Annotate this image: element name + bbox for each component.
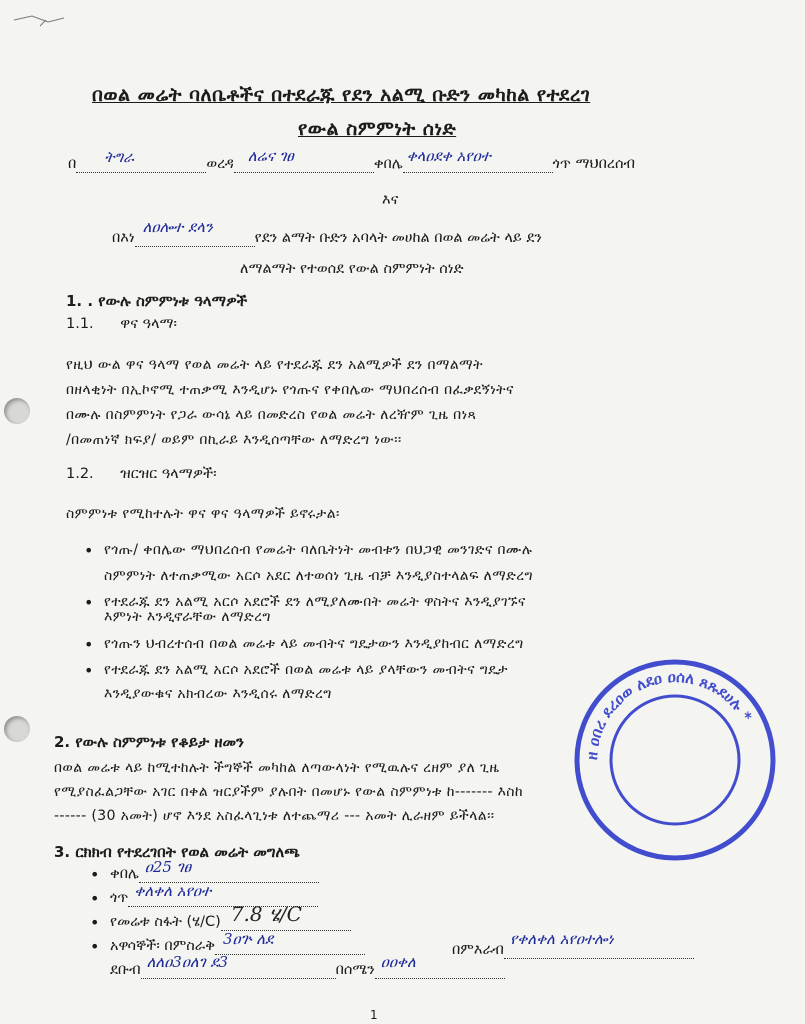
parcel-kebele-field bbox=[139, 858, 319, 883]
objective-bullet: • የጎጡን ህብረተሰብ በወል መሬቱ ላይ መብትና ግዴታውን እንዲያከብር ለማድረግ bbox=[104, 636, 524, 652]
between-value: ለዐሎተ ደላን bbox=[142, 218, 213, 236]
parcel-area-value: 7.8 ሄ/C bbox=[230, 902, 302, 926]
kebele-value: ቀላዐደቀ አየዐተ bbox=[406, 147, 491, 165]
between-rest: የደን ልማት ቡድን አባላት መሀከል በወል መሬት ላይ ደን bbox=[254, 230, 542, 246]
objective-bullet-cont: ስምምነት ለተጠቃሚው አርሶ አደር ለተወሰነ ጊዜ ብቻ እንዲያስተላልፍ ለማድረግ bbox=[104, 568, 534, 584]
between-field bbox=[135, 218, 255, 247]
sub1-title: ዋና ዓላማ፡ bbox=[120, 316, 177, 332]
parcel-area-field bbox=[221, 902, 351, 931]
section1-intro: ስምምነቱ የሚከተሉት ዋና ዋና ዓላማዎች ይኖሩታል፡ bbox=[66, 506, 340, 522]
sub1-number: 1.1. bbox=[66, 316, 94, 332]
section1-para-line-3: በሙሉ በስምምነት የጋራ ውሳኔ ላይ በመድረስ የወል መሬት ለረዥም ጊዜ በነጻ bbox=[66, 407, 477, 423]
between-line bbox=[112, 218, 542, 247]
got-label: ጎጥ ማህበረሰብ bbox=[552, 156, 636, 172]
sub2-number: 1.2. bbox=[66, 466, 94, 482]
south-value: ለለዐ3ዐለገ ደ3 bbox=[146, 953, 229, 971]
between-line2: ለማልማት የተወሰደ የውል ስምምነት ሰነድ bbox=[240, 261, 464, 277]
north-label: በሰሜን bbox=[335, 962, 375, 978]
b-label: በ bbox=[68, 156, 77, 172]
section1-2 bbox=[66, 466, 217, 482]
objective-bullet-cont: እንዲያውቁና አክብረው እንዲሰሩ ለማድረግ bbox=[104, 686, 332, 702]
document-title-line1: በወል መሬት ባለቤቶችና በተደራጁ የደን አልሚ ቡድን መካከል የተደረገ bbox=[92, 84, 591, 106]
parcel-area-label: የመሬቱ ስፋት (ሄ/C) bbox=[110, 914, 221, 930]
east-field bbox=[215, 930, 365, 955]
and-word: እና bbox=[382, 192, 399, 208]
objective-bullet-cont: እምነት እንዲኖራቸው ለማድረግ bbox=[104, 609, 271, 625]
kebele-field bbox=[403, 147, 553, 173]
punch-hole bbox=[4, 398, 30, 424]
official-stamp bbox=[572, 655, 778, 865]
section1-para-line-1: የዚህ ውል ዋና ዓላማ የወል መሬት ላይ የተደራጁ ደን አልሚዎች ደን በማልማት bbox=[66, 357, 484, 373]
north-value: ዐዐቀለ bbox=[380, 953, 416, 971]
parcel-got-value: ቀለቀለ አየዐተ bbox=[134, 882, 212, 900]
parcel-kebele-label: ቀበሌ bbox=[110, 866, 139, 882]
section1-para-line-2: በዘላቂነት በኢኮኖሚ ተጠቃሚ እንዲሆኑ የጎጡና የቀበሌው ማህበረሰብ በፈቃደኝነትና bbox=[66, 382, 514, 398]
section2-line-2: የሚያስፈልጋቸው አገር በቀል ዝርያችም ያሉበት በመሆኑ የውል ስምምነቱ ከ------- እስከ bbox=[54, 784, 524, 800]
section2-line-3: ------ (30 አመት) ሆኖ እንደ አስፈላጊነቱ ለተጨማሪ --- አመት ሊራዘም ይችላል፡፡ bbox=[54, 808, 495, 824]
objective-bullet: • የተደራጁ ደን አልሚ አርሶ አደሮች ደን ለሚያለሙበት መሬት ዋስትና እንዲያገኙና bbox=[104, 594, 526, 610]
section2-heading: 2. የውሉ ስምምነቱ የቆይታ ዘመን bbox=[54, 733, 244, 751]
parcel-area bbox=[110, 902, 351, 931]
east-label: አዋሳኞች፡ በምስራቅ bbox=[110, 938, 215, 954]
objective-bullet: • የተደራጁ ደን አልሚ አርሶ አደሮች በወል መሬቱ ላይ ያላቸውን መብትና ግዴታ bbox=[104, 662, 508, 678]
south-label: ደቡብ bbox=[110, 962, 141, 978]
section1-para-line-4: /በመጠነኛ ክፍያ/ ወይም በኪራይ እንዲሰጣቸው ለማድረግ ነው፡፡ bbox=[66, 432, 402, 448]
west-value: የቀለቀለ አየዐተሎነ bbox=[509, 930, 614, 948]
section1-1 bbox=[66, 316, 177, 332]
objective-bullet: • የጎጡ/ ቀበሌው ማህበረሰብ የመሬት ባለቤትነት መብቱን በህጋዊ መንገድና በሙሉ bbox=[104, 542, 532, 558]
parcel-kebele-value: ዐ25 ገፀ bbox=[144, 858, 192, 876]
document-title-line2: የውል ስምምነት ሰነድ bbox=[298, 118, 457, 140]
south-north-boundary bbox=[110, 953, 505, 979]
header-fields bbox=[68, 147, 636, 173]
kebele-label: ቀበሌ bbox=[373, 156, 403, 172]
south-field bbox=[141, 953, 336, 979]
north-field bbox=[375, 953, 505, 979]
parcel-kebele bbox=[110, 858, 319, 883]
svg-text:ዘ ዐበረ ደረዐወ ለደዐ ዐሰለ ጸጹደሀሉ * bbox=[583, 668, 756, 760]
east-value: 3ዐጕ ለደ bbox=[222, 930, 274, 948]
parcel-got-label: ጎጥ bbox=[110, 890, 129, 906]
stamp-outer-ring bbox=[577, 662, 773, 858]
punch-hole bbox=[4, 716, 30, 742]
west-boundary bbox=[452, 930, 694, 959]
wereda-field bbox=[234, 147, 374, 173]
west-label: በምእራብ bbox=[452, 942, 504, 958]
west-field bbox=[504, 930, 694, 959]
wereda-value: ለሬና ገፀ bbox=[247, 147, 294, 165]
stamp-text: ዘ ዐበረ ደረዐወ ለደዐ ዐሰለ ጸጹደሀሉ * bbox=[582, 667, 756, 761]
section3-heading: 3. ርክክብ የተደረገበት የወል መሬት መግለጫ bbox=[54, 843, 300, 861]
between-label: በእነ bbox=[112, 230, 135, 246]
b-value: ትግራ bbox=[104, 148, 134, 166]
sub2-title: ዝርዝር ዓላማዎች፡ bbox=[120, 466, 217, 482]
stamp-inner-ring bbox=[611, 696, 739, 824]
wereda-label: ወረዳ bbox=[206, 156, 234, 172]
page-number: 1 bbox=[370, 1008, 378, 1022]
section2-line-1: በወል መሬቱ ላይ ከሚተከሉት ችግኞች መካከል ለጣውላነት የሚዉሉና ረዘም ያለ ጊዜ bbox=[54, 760, 500, 776]
section1-heading: 1. . የውሉ ስምምነቱ ዓላማዎች bbox=[66, 292, 248, 310]
pen-scribble bbox=[12, 8, 72, 34]
b-field bbox=[76, 148, 206, 173]
